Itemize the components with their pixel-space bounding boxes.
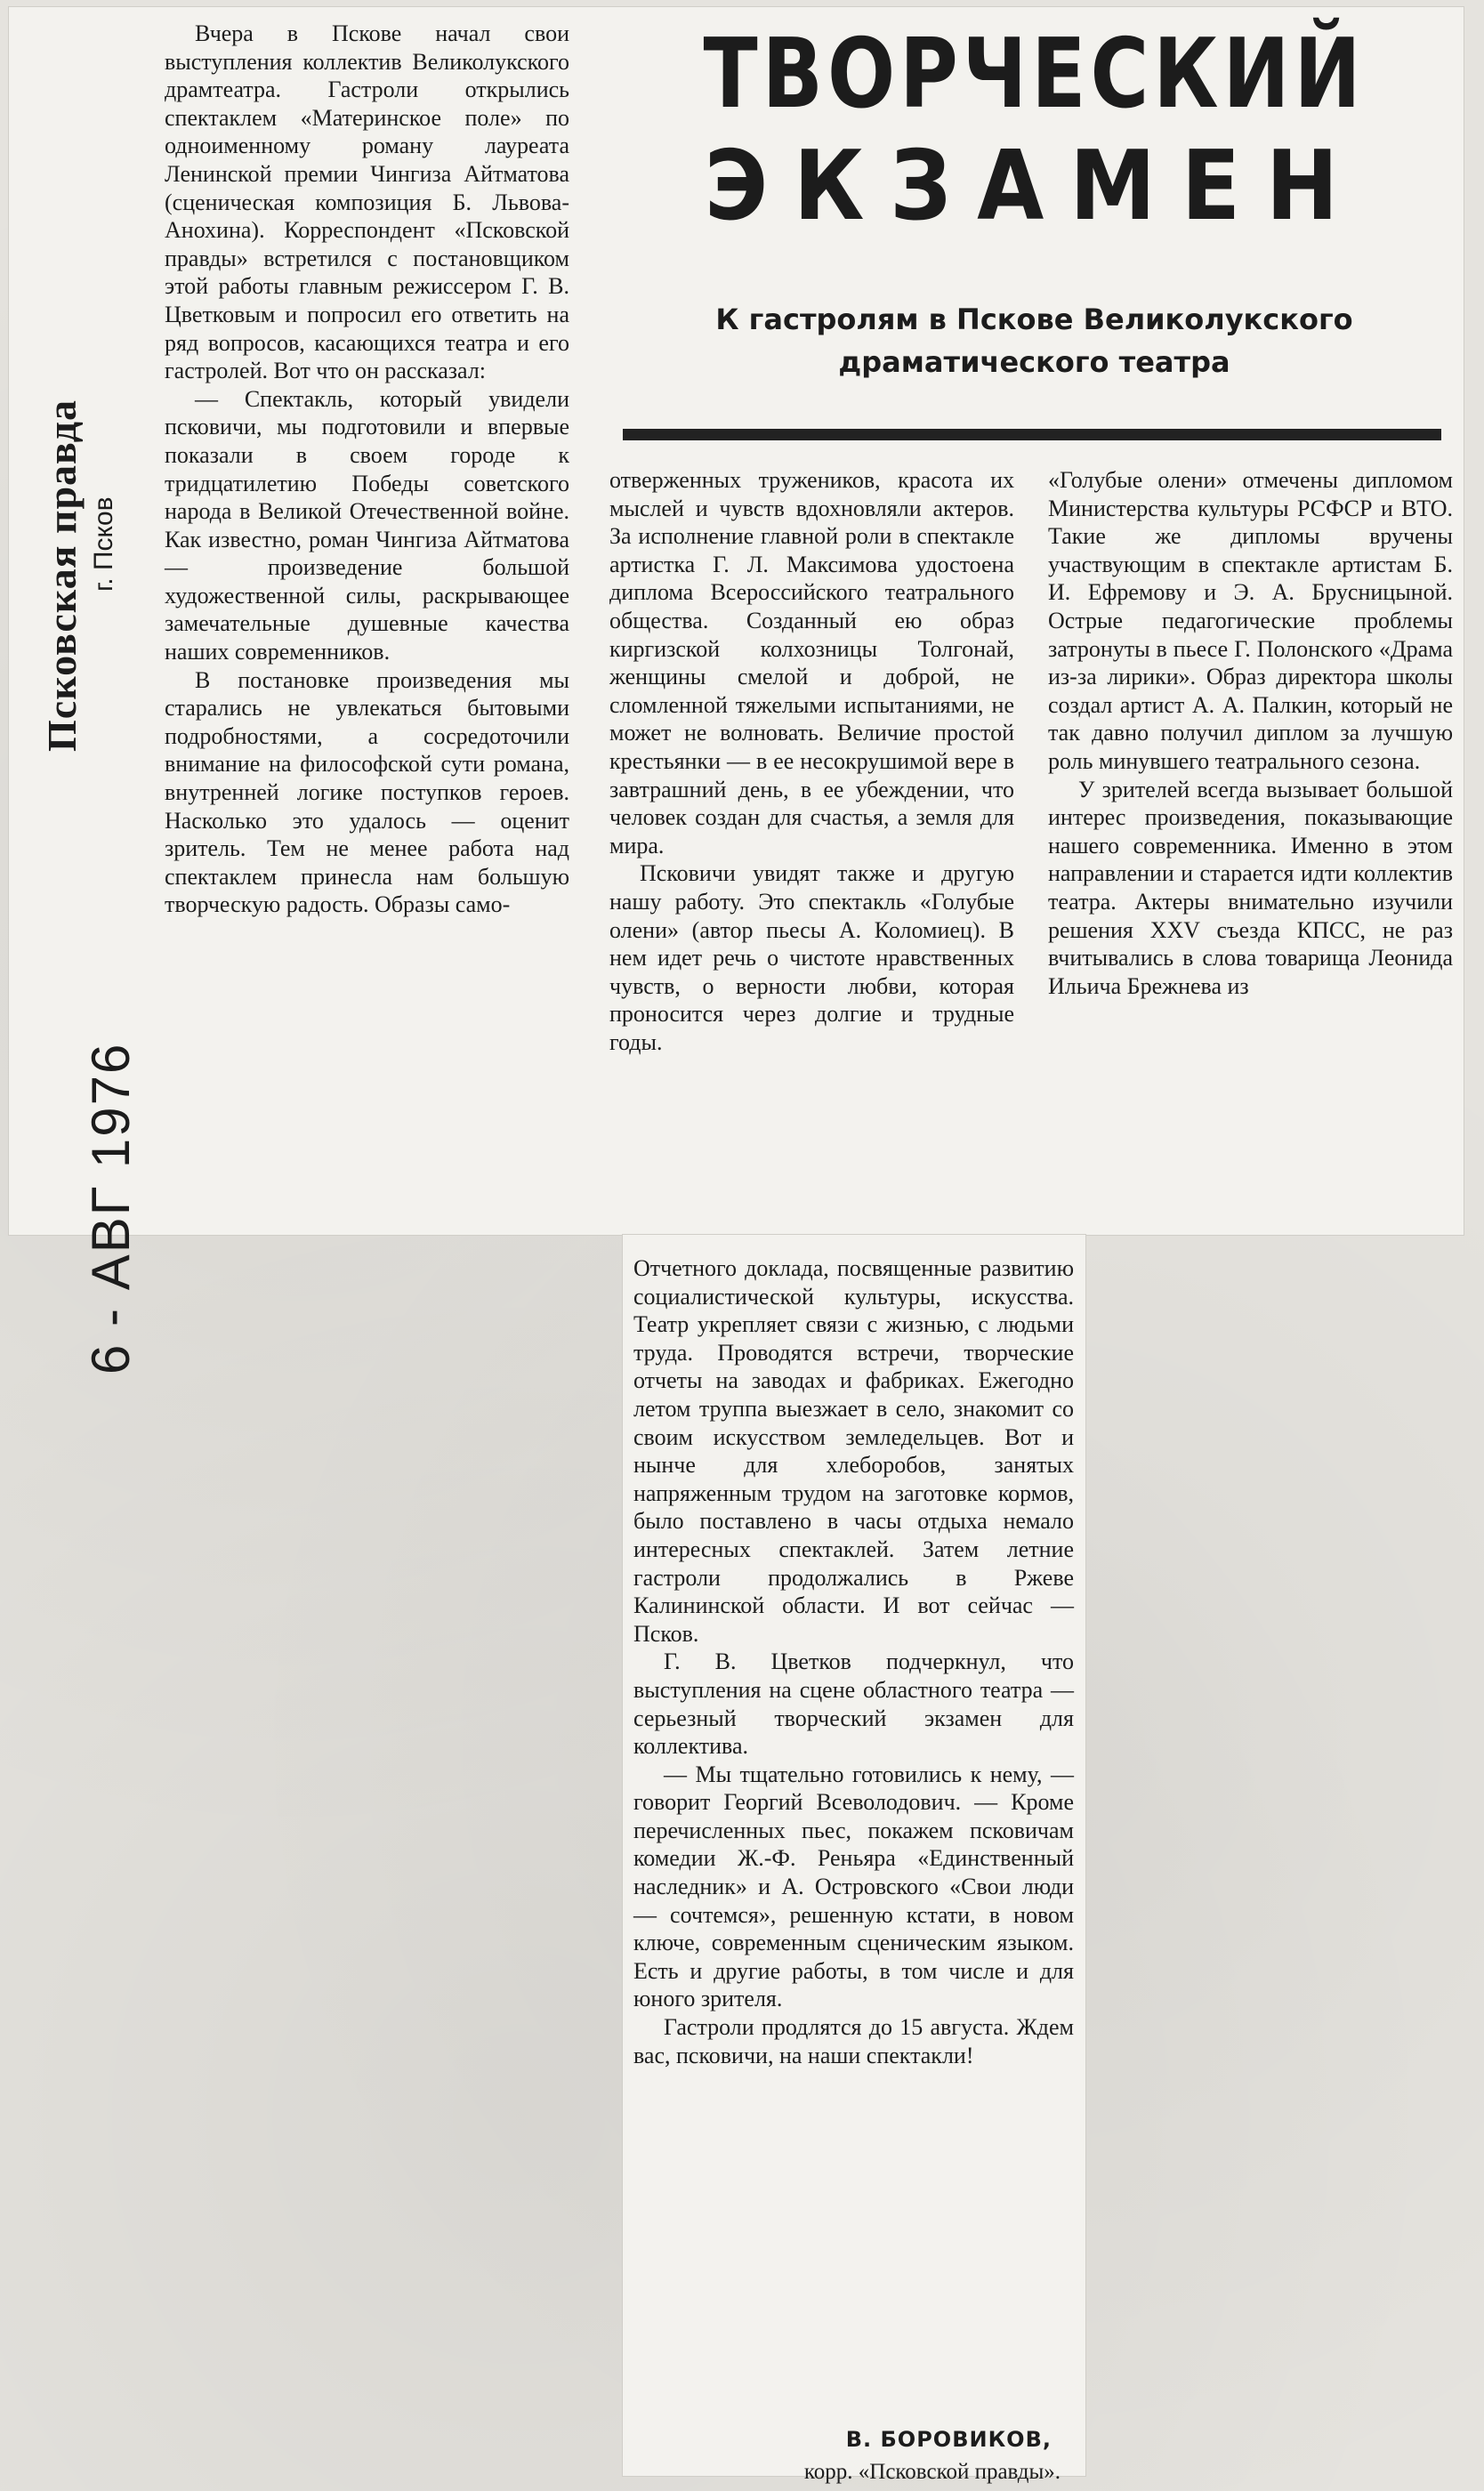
paragraph: Гастроли продлятся до 15 августа. Ждем вас, псковичи, на наши спектакли! xyxy=(633,2014,1074,2068)
subheadline-line-1: К гастролям в Пскове Великолукского xyxy=(715,302,1353,336)
date-stamp: 6 - АВГ 1976 xyxy=(81,1042,141,1374)
paragraph: — Мы тщательно готовились к нему, — говорит Георгий Всеволодович. — Кроме перечисленных пьес, покажем псковичам комедии Ж.-Ф. Реньяра «Единственный наследник» и А. Островского «Свои люди — сочтемся», решенную кстати, в новом ключе, современным сценическим языком. Есть и другие работы, в том числе и для юного зрителя. xyxy=(633,1761,1074,2012)
paragraph: — Спектакль, который увидели псковичи, мы подготовили и впервые показали в своем городе к тридцатилетию Победы советского народа в Великой Отечественной войне. Как известно, роман Чингиза Айтматова — произведение большой художественной силы, раскрывающее замечательные душевные качества наших современников. xyxy=(165,385,569,665)
paragraph: отверженных тружеников, красота их мыслей и чувств вдохновляли актеров. За исполнение главной роли в спектакле артистка Г. Л. Максимова удостоена диплома Всероссийского театрального общества. Созданный ею образ киргизской колхозницы Толгонай, женщины смелой и доброй, не сломленной тяжелыми испытаниями, не может не волновать. Величие простой крестьянки — в ее несокрушимой вере в завтрашний день, в ее убеждении, что человек создан для счастья, а земля для мира. xyxy=(609,467,1014,859)
subheadline-line-2: драматического театра xyxy=(838,345,1230,379)
paragraph: У зрителей всегда вызывает большой интерес произведения, показывающие нашего современника. Именно в этом направлении и старается идти коллектив театра. Актеры внимательно изучили решения XXV съезда КПСС, не раз вчитывались в слова товарища Леонида Ильича Брежнева из xyxy=(1048,776,1453,999)
author-role: корр. «Псковской правды». xyxy=(803,2460,1061,2484)
newspaper-name: Псковская правда xyxy=(39,399,85,752)
paragraph: Отчетного доклада, посвященные развитию социалистической культуры, искусства. Театр укрепляет связи с жизнью, с людьми труда. Проводятся встречи, творческие отчеты на заводах и фабриках. Ежегодно летом труппа выезжает в село, знакомит со своим искусством земледельцев. Вот и нынче для хлеборобов, занятых напряженным трудом на заготовке кормов, было поставлено в часы отдыха немало интересных спектаклей. Затем летние гастроли продолжались в Ржеве Калининской области. И вот сейчас — Псков. xyxy=(633,1255,1074,1647)
headline-rule xyxy=(623,429,1441,440)
headline-line-2: ЭКЗАМЕН xyxy=(704,131,1365,242)
article-column-4 xyxy=(633,1254,1074,2069)
author-name: В. БОРОВИКОВ, xyxy=(845,2427,1052,2452)
subheadline xyxy=(623,298,1446,383)
paragraph: Г. В. Цветков подчеркнул, что выступления на сцене областного театра — серьезный творческий экзамен для коллектива. xyxy=(633,1649,1074,1760)
paragraph: «Голубые олени» отмечены дипломом Министерства культуры РСФСР и ВТО. Такие же дипломы вручены участвующим в спектакле артистам Б. И. Ефремову и Э. А. Брусницыной. Острые педагогические проблемы затронуты в пьесе Г. Полонского «Драма из-за лирики». Образ директора школы создал артист А. А. Палкин, который не так давно получил диплом за лучшую роль минувшего театрального сезона. xyxy=(1048,467,1453,774)
article-column-1 xyxy=(165,20,569,919)
paragraph: В постановке произведения мы старались не увлекаться бытовыми подробностями, а сосредоточили внимание на философской сути романа, внутренней логике поступков героев. Насколько это удалось — оценит зритель. Тем не менее работа над спектаклем принесла нам большую творческую радость. Образы само- xyxy=(165,666,569,918)
article-column-3 xyxy=(1048,466,1453,1000)
paragraph: Вчера в Пскове начал свои выступления коллектив Великолукского драмтеатра. Гастроли открылись спектаклем «Материнское поле» по одноименному роману лауреата Ленинской премии Чингиза Айтматова (сценическая композиция Б. Львова-Анохина). Корреспондент «Псковской правды» встретился с постановщиком этой работы главным режиссером Г. В. Цветковым и попросил его ответить на ряд вопросов, касающихся театра и его гастролей. Вот что он рассказал: xyxy=(165,20,569,384)
headline xyxy=(614,19,1455,242)
newspaper-city: г. Псков xyxy=(89,496,118,592)
headline-line-1: ТВОРЧЕСКИЙ xyxy=(703,19,1366,130)
article-column-2 xyxy=(609,466,1014,1056)
paragraph: Псковичи увидят также и другую нашу работу. Это спектакль «Голубые олени» (автор пьесы А. Коломиец). В нем идет речь о чистоте нравственных чувств, о верности любви, которая проносится через долгие и трудные годы. xyxy=(609,860,1014,1055)
